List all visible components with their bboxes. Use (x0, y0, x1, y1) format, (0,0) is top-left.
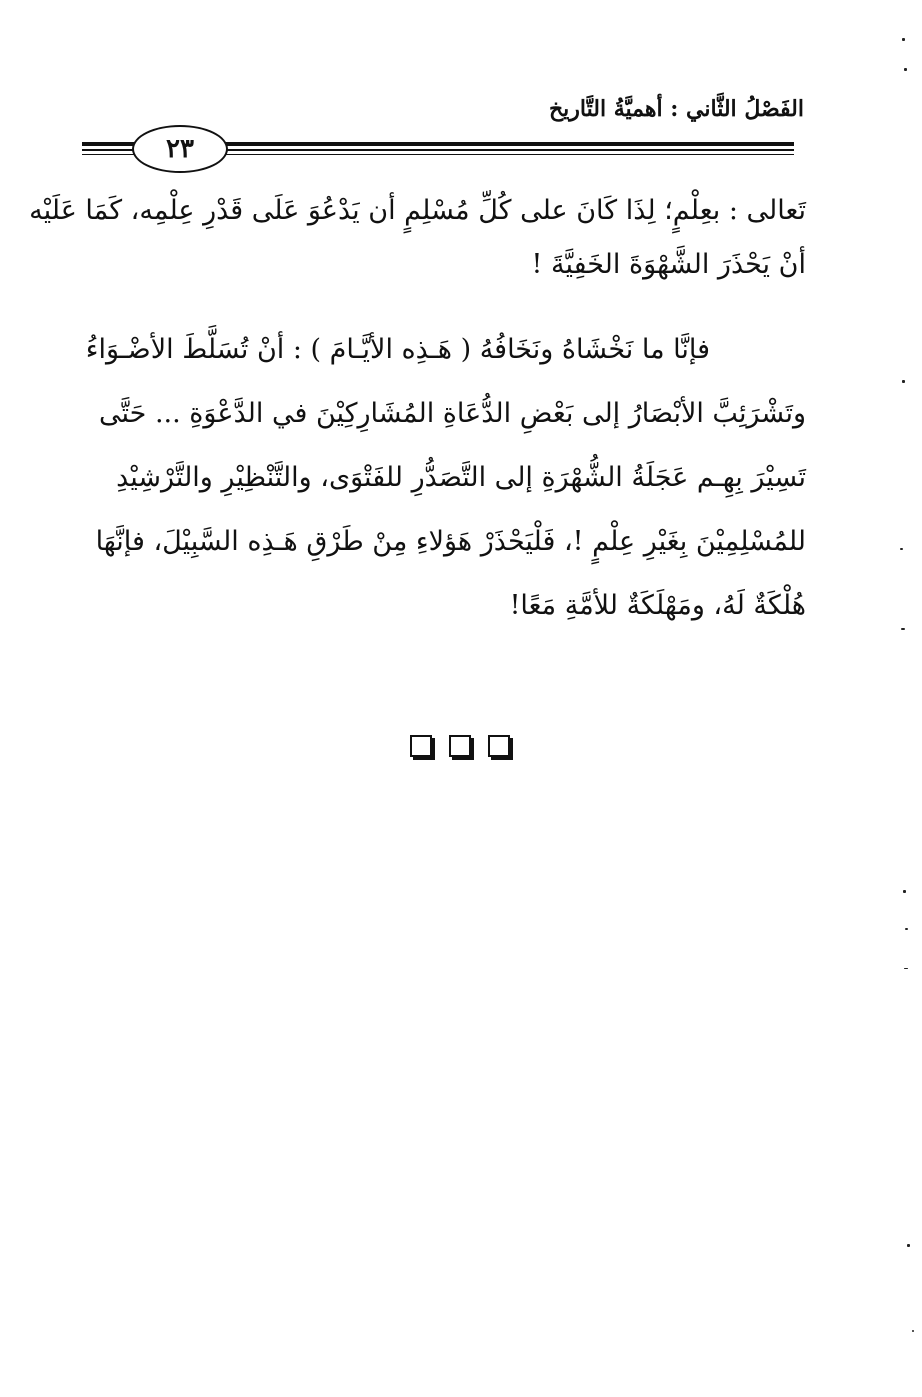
separator-square-icon (410, 735, 432, 757)
separator-square-icon (449, 735, 471, 757)
paragraph-2-line-3: تَسِيْرَ بِهِـم عَجَلَةُ الشُّهْرَةِ إلى التَّصَدُّرِ للفَتْوَى، والتَّنْظِيْرِ والتَّرْشِيْدِ (116, 462, 806, 493)
scan-speck (904, 968, 908, 969)
paragraph-1-line-2: أنْ يَحْذَرَ الشَّهْوَةَ الخَفِيَّةَ ! (531, 249, 806, 280)
scan-speck (900, 548, 903, 550)
scan-speck (902, 38, 905, 41)
scan-speck (901, 628, 905, 630)
separator-square-icon (488, 735, 510, 757)
scan-speck (903, 890, 906, 893)
scan-speck (912, 1330, 914, 1332)
section-separator-icon (410, 735, 510, 759)
paragraph-1-line-1: تَعالى : بعِلْمٍ؛ لِذَا كَانَ على كُلِّ مُسْلِمٍ أن يَدْعُوَ عَلَى قَدْرِ عِلْمِه، كَمَا عَلَيْه (29, 195, 806, 226)
scan-speck (907, 1244, 910, 1247)
scan-speck (904, 68, 907, 71)
page-number: ٢٣ (132, 125, 228, 173)
paragraph-2-line-4: للمُسْلِمِيْنَ بِغَيْرِ عِلْمٍ !، فَلْيَحْذَرْ هَؤلاءِ مِنْ طَرْقِ هَـذِه السَّبِيْلَ، فإنَّهَا (95, 526, 806, 557)
running-title: الفَصْلُ الثَّاني : أهميَّةُ التَّاريخ (548, 96, 804, 122)
paragraph-2-line-2: وتَشْرَئِبَّ الأبْصَارُ إلى بَعْضِ الدُّعَاةِ المُشَارِكِيْنَ في الدَّعْوَةِ ... حَتَّى (99, 398, 806, 429)
paragraph-2-line-1: فإنَّا ما نَخْشَاهُ ونَخَافُهُ ( هَـذِه الأيَّـامَ ) : أنْ تُسَلَّطَ الأضْـوَاءُ (85, 334, 710, 365)
scan-speck (902, 380, 905, 383)
paragraph-2-line-5: هُلْكَةٌ لَهُ، ومَهْلَكَةٌ للأمَّةِ مَعًا! (509, 590, 806, 621)
paragraph-2 (86, 318, 806, 638)
scan-speck (905, 928, 908, 930)
paragraph-1 (29, 184, 806, 292)
